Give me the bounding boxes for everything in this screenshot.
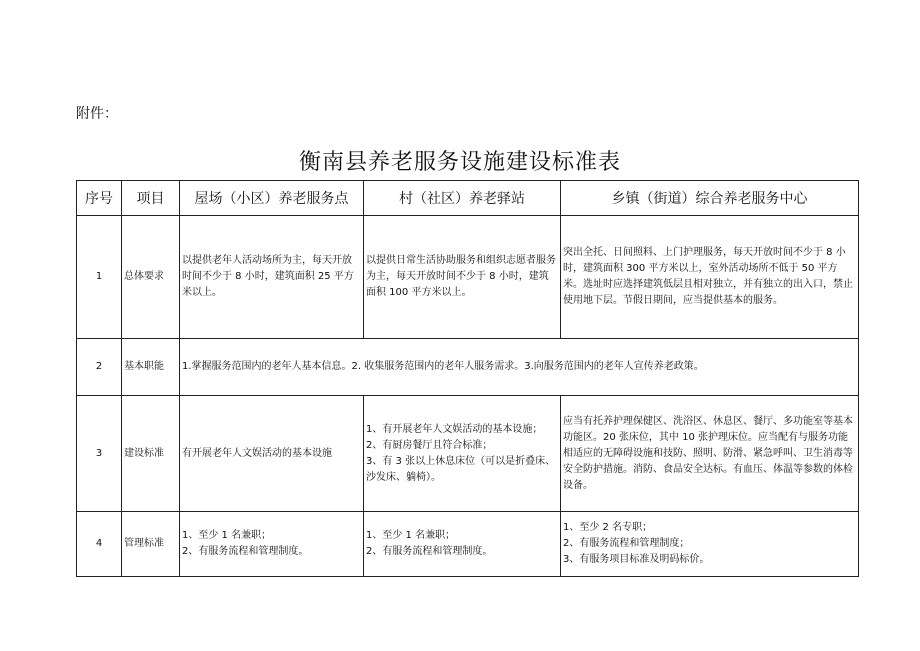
cell-line: 3、有 3 张以上休息床位（可以是折叠床、沙发床、躺椅）。	[366, 455, 556, 483]
row-item: 总体要求	[122, 216, 180, 339]
row-seq: 1	[77, 216, 122, 339]
row-item: 管理标准	[122, 512, 180, 577]
cell-line: 3、有服务项目标准及明码标价。	[563, 554, 710, 565]
cell-center: 应当有托养护理保健区、洗浴区、休息区、餐厅、多功能室等基本功能区。20 张床位，其中 10 张护理床位。应当配有与服务功能相适应的无障碍设施和技防、照明、防滑、紧急呼叫、卫生消毒等安全防护措施。消防、食品安全达标。有血压、体温等参数的体检设备。	[561, 396, 859, 512]
cell-line: 2、有服务流程和管理制度。	[366, 546, 493, 557]
cell-center: 突出全托、日间照料、上门护理服务，每天开放时间不少于 8 小时，建筑面积 300 平方米以上，室外活动场所不低于 50 平方米。选址时应选择建筑低层且相对独立，并有独立的出入口，禁止使用地下层。节假日期间，应当提供基本的服务。	[561, 216, 859, 339]
cell-service-point: 以提供老年人活动场所为主，每天开放时间不少于 8 小时，建筑面积 25 平方米以上。	[180, 216, 364, 339]
header-item: 项目	[122, 181, 180, 216]
attachment-label: 附件：	[76, 106, 118, 122]
row-seq: 2	[77, 339, 122, 396]
table-row	[77, 512, 859, 577]
header-center: 乡镇（街道）综合养老服务中心	[561, 181, 859, 216]
document-title: 衡南县养老服务设施建设标准表	[298, 150, 621, 175]
cell-center	[561, 512, 859, 577]
row-item: 基本职能	[122, 339, 180, 396]
cell-station	[364, 512, 561, 577]
cell-merged-functions: 1.掌握服务范围内的老年人基本信息。2. 收集服务范围内的老年人服务需求。3.向服务范围内的老年人宣传养老政策。	[180, 339, 859, 396]
cell-station: 以提供日常生活协助服务和组织志愿者服务为主，每天开放时间不少于 8 小时，建筑面积 100 平方米以上。	[364, 216, 561, 339]
header-station: 村（社区）养老驿站	[364, 181, 561, 216]
cell-line: 1、有开展老年人文娱活动的基本设施；	[366, 423, 543, 435]
cell-line: 1、至少 2 名专职；	[563, 522, 653, 533]
cell-service-point: 有开展老年人文娱活动的基本设施	[180, 396, 364, 512]
cell-line: 1、至少 1 名兼职；	[182, 530, 272, 541]
cell-service-point	[180, 512, 364, 577]
row-seq: 3	[77, 396, 122, 512]
standards-table	[76, 180, 859, 577]
cell-line: 2、有服务流程和管理制度。	[182, 546, 309, 557]
header-seq: 序号	[77, 181, 122, 216]
row-seq: 4	[77, 512, 122, 577]
cell-line: 1、至少 1 名兼职；	[366, 530, 456, 541]
row-item: 建设标准	[122, 396, 180, 512]
cell-line: 2、有服务流程和管理制度；	[563, 538, 690, 549]
table-header-row	[77, 181, 859, 216]
table-row	[77, 396, 859, 512]
header-service-point: 屋场（小区）养老服务点	[180, 181, 364, 216]
table-row	[77, 339, 859, 396]
cell-station	[364, 396, 561, 512]
cell-line: 2、有厨房餐厅且符合标准；	[366, 439, 493, 451]
table-row	[77, 216, 859, 339]
